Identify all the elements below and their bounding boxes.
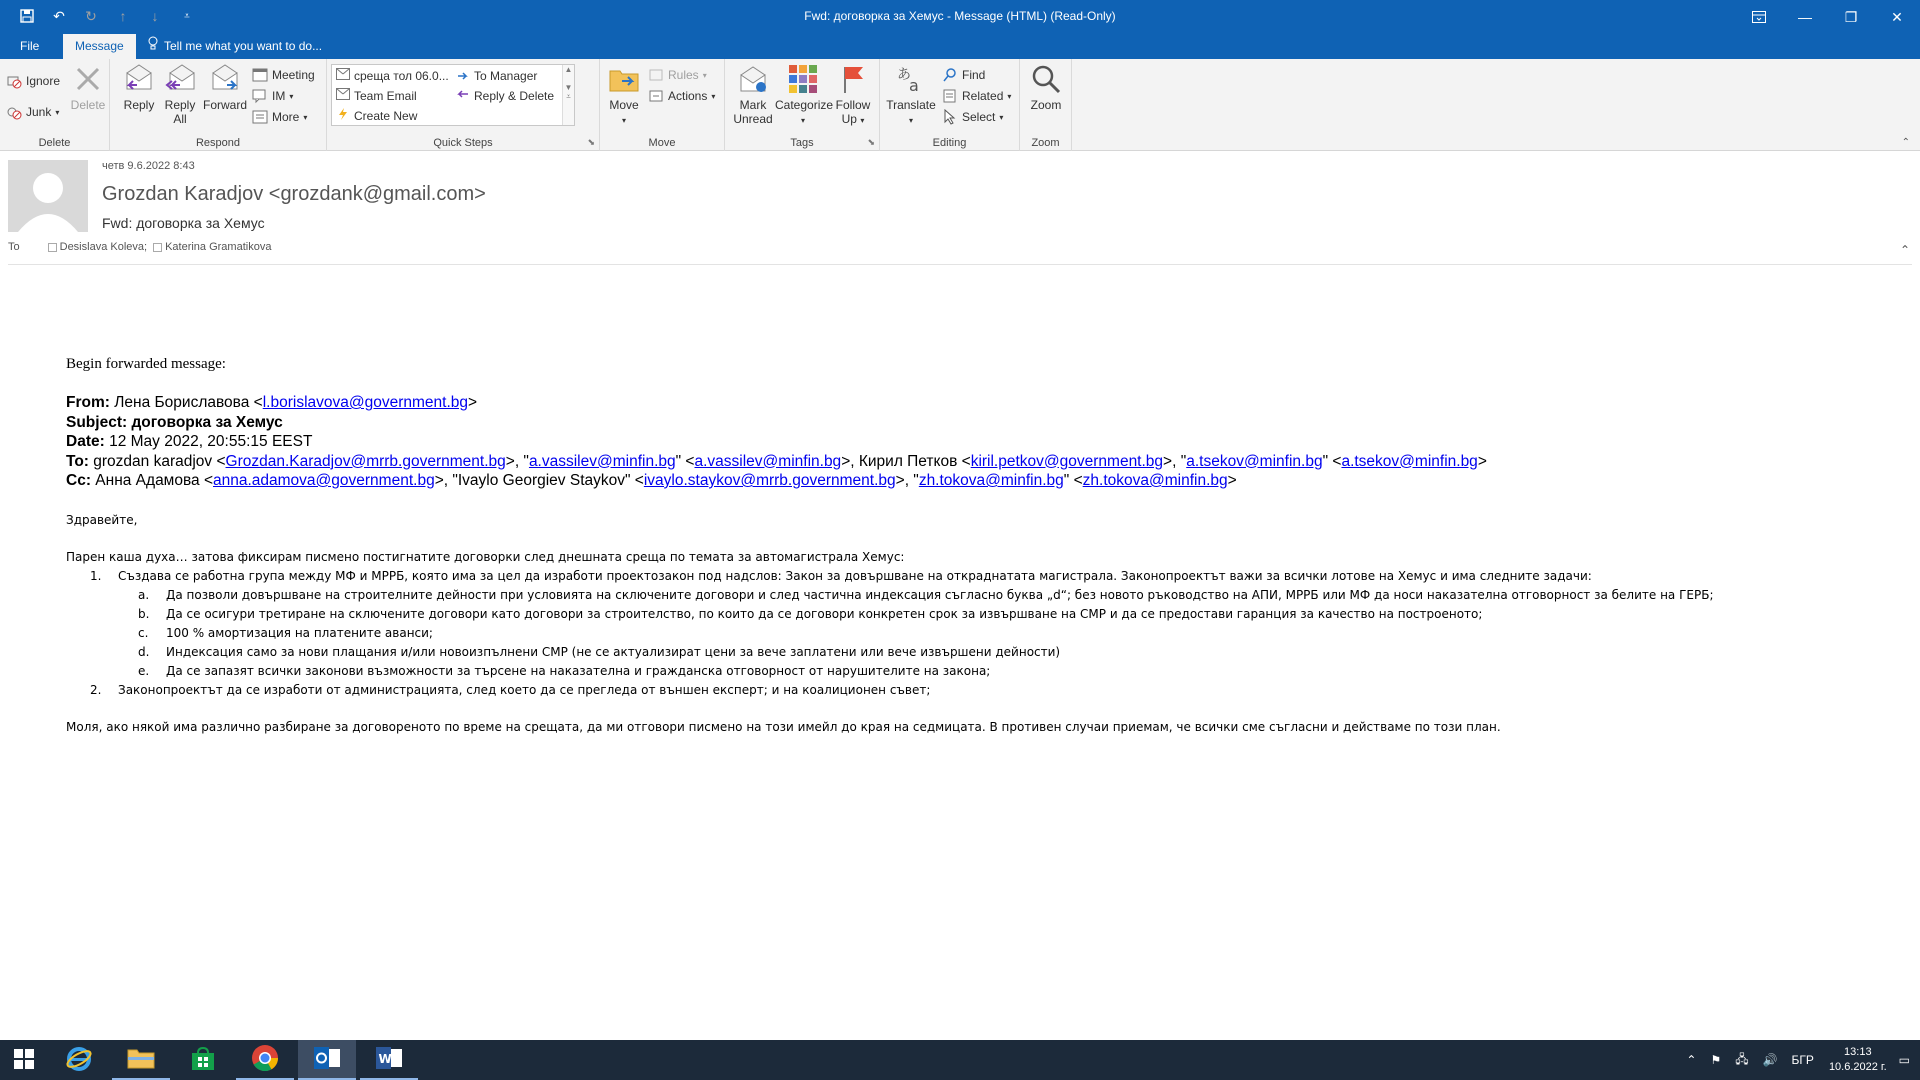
zoom-group-label: Zoom — [1031, 137, 1060, 149]
delete-x-icon — [72, 63, 104, 95]
window-controls — [1736, 0, 1920, 34]
move-button[interactable]: Move ▾ — [606, 63, 642, 128]
find-icon — [942, 67, 958, 83]
editing-group-label: Editing — [932, 137, 967, 149]
email-link[interactable]: Grozdan.Karadjov@mrrb.government.bg — [225, 452, 506, 470]
email-link[interactable]: a.tsekov@minfin.bg — [1341, 452, 1478, 470]
meeting-button[interactable]: Meeting — [252, 65, 315, 85]
quick-steps-group-label: Quick Steps — [433, 137, 493, 149]
more-respond-button[interactable]: More ▾ — [252, 107, 307, 127]
more-icon — [252, 109, 268, 125]
translate-icon — [895, 63, 927, 95]
sub-list-item: b. Да се осигури третиране на сключените договори като договори за строителство, по които да се договори конкретен срок за извършване на СМР и да се предостави гаранция за качество на построеното; — [138, 606, 1483, 621]
network-icon[interactable]: 🖧 — [1735, 1051, 1749, 1066]
email-link[interactable]: zh.tokova@minfin.bg — [918, 472, 1064, 489]
ribbon-tabs — [0, 34, 1920, 59]
dialog-launcher-icon[interactable]: ⬊ — [867, 137, 875, 147]
zoom-button[interactable]: Zoom — [1026, 63, 1066, 112]
find-button[interactable]: Find — [942, 65, 985, 85]
cursor-icon — [942, 109, 958, 125]
lightbulb-icon — [148, 34, 158, 59]
email-link[interactable]: a.vassilev@minfin.bg — [528, 452, 676, 470]
respond-group-label: Respond — [195, 137, 241, 149]
reply-all-icon — [164, 63, 196, 95]
quick-step-create-new[interactable]: Create New — [336, 108, 417, 123]
dialog-launcher-icon[interactable]: ⬊ — [587, 137, 595, 147]
move-group-label: Move — [648, 137, 676, 149]
taskbar-file-explorer[interactable] — [112, 1040, 170, 1080]
chrome-icon — [251, 1044, 279, 1075]
delete-group — [0, 59, 110, 151]
quick-step-reply-delete[interactable]: Reply & Delete — [456, 88, 554, 103]
svg-text:あ: あ — [897, 67, 911, 83]
recipient[interactable]: Katerina Gramatikova — [153, 241, 271, 253]
email-link[interactable]: l.borislavova@government.bg — [262, 394, 469, 411]
mark-unread-icon — [737, 63, 769, 95]
avatar — [8, 160, 88, 232]
word-icon — [375, 1045, 403, 1074]
calendar-icon — [252, 67, 268, 83]
windows-icon — [14, 1049, 34, 1072]
chevron-down-icon: ▾ — [800, 116, 805, 125]
fwd-cc-line: Cc: Анна Адамова <anna.adamova@government.bg>, "Ivaylo Georgiev Staykov" <ivaylo.staykov@mrrb.government.bg>, "zh.tokova@minfin.bg" <zh.tokova@minfin.bg> — [66, 472, 1237, 489]
rules-icon — [648, 67, 664, 83]
quick-steps-group — [327, 59, 600, 151]
message-body — [66, 356, 1886, 737]
tags-group — [725, 59, 880, 151]
close-icon[interactable]: ✕ — [1891, 8, 1903, 25]
email-link[interactable]: kiril.petkov@government.bg — [970, 452, 1164, 470]
categorize-button[interactable]: Categorize ▾ — [775, 63, 831, 128]
flag-notification-icon[interactable]: ⚑ — [1710, 1053, 1722, 1067]
internet-explorer-icon — [65, 1045, 93, 1076]
mail-icon — [336, 88, 350, 103]
undo-icon[interactable]: ↶ — [53, 7, 65, 24]
agreement-list — [66, 567, 1886, 700]
reply-icon — [123, 63, 155, 95]
chevron-down-icon: ▾ — [711, 91, 716, 101]
forward-intro: Begin forwarded message: — [66, 356, 226, 372]
taskbar — [0, 1040, 1920, 1080]
email-link[interactable]: a.vassilev@minfin.bg — [694, 452, 842, 470]
minimize-icon[interactable]: — — [1798, 9, 1812, 25]
ignore-icon — [6, 73, 22, 89]
greeting: Здравейте, — [66, 512, 138, 527]
store-icon — [190, 1046, 216, 1075]
volume-icon[interactable]: 🔊 — [1762, 1053, 1778, 1067]
sub-list-item: a. Да позволи довършване на строителните дейности при условията на сключените договори и след частична индексация съгласно буква „d“; без новото ръководство на АПИ, МРРБ или МФ да носи наказателна отговорност за белите на ГЕРБ; — [138, 587, 1714, 602]
junk-button[interactable]: Junk ▾ — [6, 102, 59, 122]
closing-paragraph: Моля, ако някой има различно разбиране за договореното по време на срещата, да ми отговори писмено на този имейл до края на седмицата. В противен случаи приемам, че всички сме съгласни и действаме по този план. — [66, 719, 1501, 734]
chevron-down-icon: ▾ — [55, 107, 60, 117]
to-label: To — [8, 241, 20, 253]
ribbon-display-options-icon[interactable] — [1736, 0, 1782, 34]
tell-me-search[interactable] — [148, 34, 322, 59]
tags-group-label: Tags — [790, 137, 814, 149]
forward-button[interactable]: Forward — [202, 63, 248, 112]
fwd-from-line: From: Лена Бориславова <l.borislavova@government.bg> — [66, 394, 478, 411]
quick-steps-scroll[interactable]: ▲ ▼ ⩡ — [562, 65, 574, 125]
previous-item-icon[interactable]: ↑ — [119, 8, 127, 24]
message-date: четв 9.6.2022 8:43 — [102, 160, 195, 172]
rules-button[interactable]: Rules ▾ — [648, 65, 707, 85]
svg-text:W: W — [378, 1051, 392, 1066]
system-tray — [1679, 1040, 1920, 1080]
quick-step-icon — [336, 68, 350, 83]
taskbar-store[interactable] — [174, 1040, 232, 1080]
chevron-down-icon: ▾ — [908, 116, 913, 125]
recipients-line — [8, 241, 271, 253]
chevron-down-icon: ▾ — [1007, 91, 1012, 101]
zoom-group — [1020, 59, 1072, 151]
clock-date: 10.6.2022 г. — [1828, 1061, 1887, 1073]
select-button[interactable]: Select ▾ — [942, 107, 1003, 127]
translate-button[interactable]: あ a Translate ▾ — [886, 63, 936, 128]
reply-delete-icon — [456, 88, 470, 103]
junk-icon — [6, 104, 22, 120]
ribbon — [0, 59, 1920, 151]
header-divider — [8, 264, 1912, 265]
language-indicator[interactable]: БГР — [1791, 1053, 1814, 1067]
quick-steps-gallery — [331, 64, 575, 126]
tab-message[interactable]: Message — [63, 34, 136, 59]
presence-indicator — [48, 243, 57, 252]
folder-move-icon — [608, 63, 640, 95]
arrow-icon — [456, 68, 470, 83]
sub-list-item: d. Индексация само за нови плащания и/или новоизпълнени СМР (не се актуализират цени за вече заплатени или вече извършени дейности) — [138, 644, 1061, 659]
sub-list-item: e. Да се запазят всички законови възможности за търсене на наказателна и гражданска отговорност от нарушителите на закона; — [138, 663, 991, 678]
notifications-icon[interactable]: ▭ — [1898, 1053, 1910, 1067]
presence-indicator — [153, 243, 162, 252]
chevron-down-icon: ▾ — [702, 70, 707, 80]
fwd-subject-line: Subject: договорка за Хемус — [66, 413, 283, 431]
chevron-down-icon: ▾ — [999, 112, 1004, 122]
email-link[interactable]: anna.adamova@government.bg — [213, 472, 435, 489]
list-item: 2. Законопроектът да се изработи от администрацията, след което да се прегледа от външен експерт; и на коалиционен съвет; — [90, 682, 931, 697]
email-link[interactable]: ivaylo.staykov@mrrb.government.bg — [643, 472, 896, 489]
title-bar — [0, 0, 1920, 34]
delete-button[interactable]: Delete — [70, 63, 106, 112]
related-icon — [942, 88, 958, 104]
email-link[interactable]: a.tsekov@minfin.bg — [1186, 452, 1323, 470]
actions-button[interactable]: Actions ▾ — [648, 86, 715, 106]
delete-group-label: Delete — [38, 137, 71, 149]
respond-group — [110, 59, 327, 151]
related-button[interactable]: Related ▾ — [942, 86, 1011, 106]
move-group — [600, 59, 725, 151]
im-icon — [252, 88, 268, 104]
show-hidden-icons-icon[interactable]: ⌃ — [1686, 1053, 1697, 1067]
tell-me-label: Tell me what you want to do... — [164, 39, 323, 53]
message-subject: Fwd: договорка за Хемус — [102, 215, 265, 231]
taskbar-word[interactable] — [360, 1040, 418, 1080]
follow-up-button[interactable]: Follow Up ▾ — [833, 63, 873, 128]
chevron-down-icon: ▾ — [621, 116, 626, 125]
fwd-to-line: To: grozdan karadjov <Grozdan.Karadjov@mrrb.government.bg>, "a.vassilev@minfin.bg" <a.vassilev@minfin.bg>, Кирил Петков <kiril.petkov@government.bg>, "a.tsekov@minfin.bg" <a.tsekov@minfin.bg> — [66, 452, 1487, 470]
start-button[interactable] — [0, 1040, 48, 1080]
intro-paragraph: Парен каша духа… затова фиксирам писмено постигнатите договорки след днешната среща по темата за автомагистрала Хемус: — [66, 549, 905, 564]
im-button[interactable]: IM ▾ — [252, 86, 293, 106]
recipient[interactable]: Desislava Koleva; — [48, 241, 147, 253]
quick-step-team-email[interactable]: Team Email — [336, 88, 417, 103]
clock[interactable] — [1829, 1045, 1887, 1075]
next-item-icon[interactable]: ↓ — [151, 8, 159, 24]
outlook-icon — [313, 1045, 341, 1074]
reply-button[interactable]: Reply — [120, 63, 158, 112]
folder-icon — [127, 1046, 155, 1073]
quick-step-item[interactable]: среща тол 06.0... — [336, 68, 449, 83]
collapse-header-icon[interactable]: ⌃ — [1899, 243, 1910, 257]
chevron-down-icon: ▾ — [289, 91, 294, 101]
taskbar-outlook[interactable] — [298, 1040, 356, 1080]
actions-icon — [648, 88, 664, 104]
sender[interactable]: Grozdan Karadjov <grozdank@gmail.com> — [102, 183, 486, 205]
lightning-icon — [336, 108, 350, 123]
redo-icon[interactable]: ↻ — [85, 7, 97, 24]
fwd-date-line: Date: 12 May 2022, 20:55:15 EEST — [66, 433, 313, 450]
flag-icon — [837, 63, 869, 95]
sub-list-item: c. 100 % амортизация на платените аванси; — [138, 625, 433, 640]
forward-icon — [209, 63, 241, 95]
categorize-icon — [787, 63, 819, 95]
customize-qat-icon[interactable]: ⩡ — [184, 10, 190, 22]
chevron-down-icon: ▾ — [860, 116, 865, 125]
taskbar-internet-explorer[interactable] — [50, 1040, 108, 1080]
quick-step-to-manager[interactable]: To Manager — [456, 68, 537, 83]
taskbar-chrome[interactable] — [236, 1040, 294, 1080]
email-link[interactable]: zh.tokova@minfin.bg — [1082, 472, 1228, 489]
restore-icon[interactable]: ❐ — [1844, 8, 1858, 25]
clock-time: 13:13 — [1844, 1046, 1872, 1058]
svg-text:a: a — [909, 76, 919, 95]
reply-all-button[interactable]: Reply All — [162, 63, 198, 126]
list-item: 1. Създава се работна група между МФ и МРРБ, която има за цел да изработи проектозакон под надслов: Закон за довършване на откраднатата магистрала. Законопроектът важи за всички лотове на Хемус и има следните задачи: a. Да позволи довършване на строителните дейности при условията на сключените договори и след частична индексация съгласно буква „d“; без новото ръководство на АПИ, МРРБ или МФ да носи наказателна отговорност за белите на ГЕРБ; b. Да се осигури третиране на сключените договори като договори за строителство, по които да се договори конкретен срок за извършване на СМР и да се предостави гаранция за качество на построеното; c. 100 % амортизация на платените аванси; d. Индексация само за нови плащания и/или новоизпълнени СМР (не се актуализират цени за вече заплатени или вече извършени дейности) e. Да се запазят всички законови възможности за търсене на наказателна и гражданска отговорност от нарушителите на закона; — [66, 567, 1886, 681]
ignore-button[interactable]: Ignore — [6, 71, 60, 91]
collapse-ribbon-icon[interactable]: ⌃ — [1901, 137, 1910, 148]
mark-unread-button[interactable]: Mark Unread — [731, 63, 775, 126]
magnifier-icon — [1030, 63, 1062, 95]
tab-file[interactable]: File — [20, 39, 40, 53]
editing-group — [880, 59, 1020, 151]
chevron-down-icon: ▾ — [303, 112, 308, 122]
sub-list — [66, 586, 1886, 681]
window-title: Fwd: договорка за Хемус - Message (HTML) (Read-Only) — [804, 9, 1116, 23]
